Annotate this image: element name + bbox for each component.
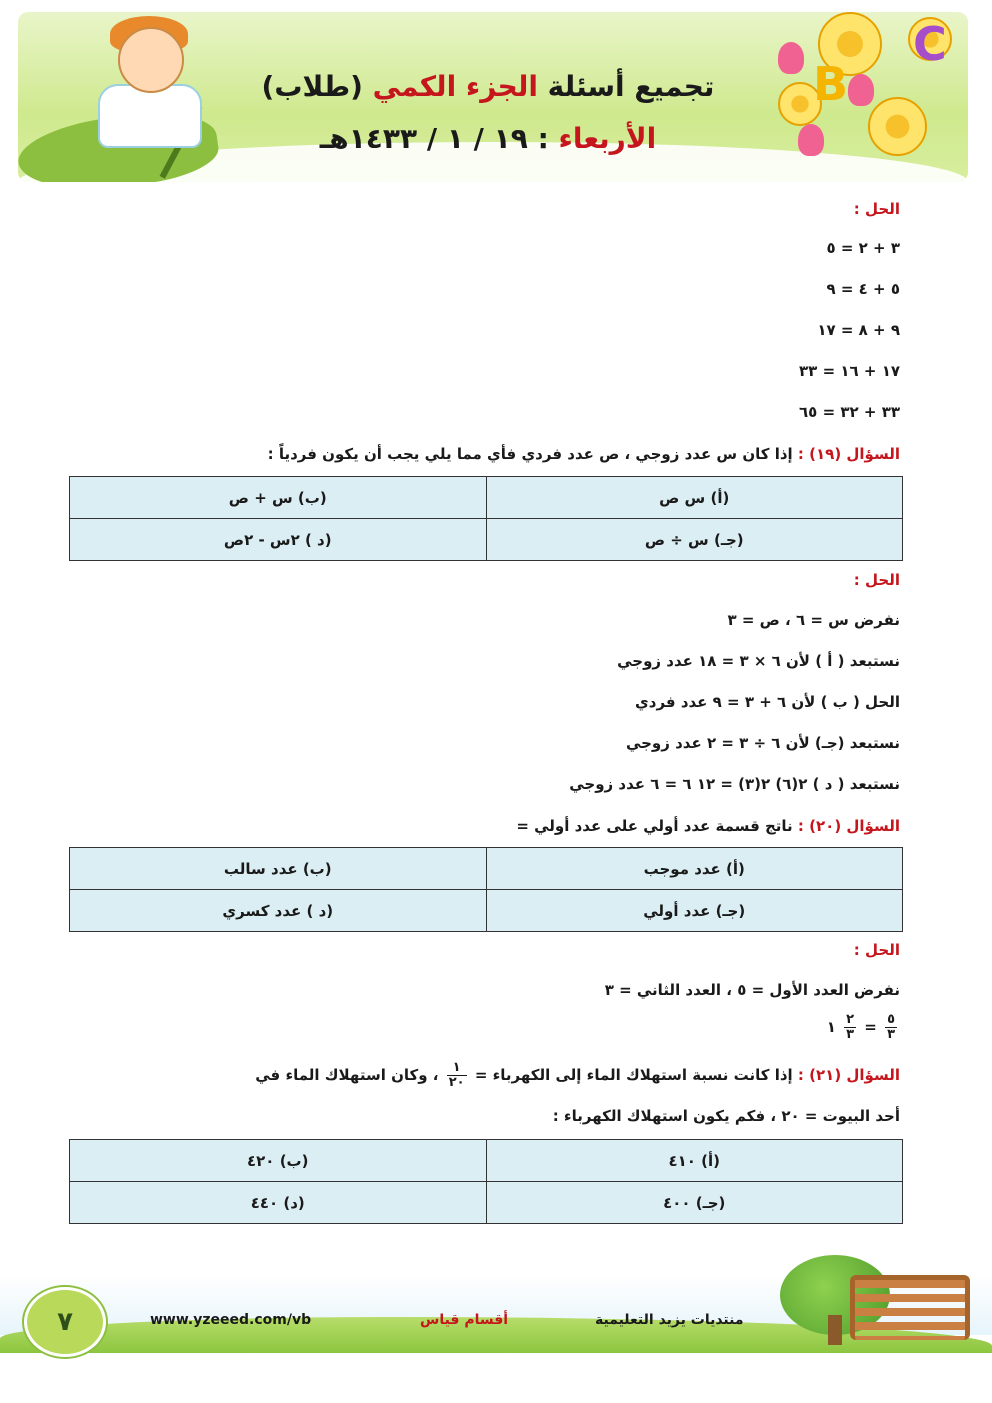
- solution-line: نفرض العدد الأول = ٥ ، العدد الثاني = ٣: [604, 981, 900, 999]
- solution-line: الحل ( ب ) لأن ٦ + ٣ = ٩ عدد فردي: [635, 693, 900, 711]
- solution-line: ١٧ + ١٦ = ٣٣: [799, 362, 900, 380]
- solution-line: ٣٣ + ٣٢ = ٦٥: [799, 403, 900, 421]
- bench-icon: [850, 1275, 970, 1340]
- tree-trunk-icon: [828, 1315, 842, 1345]
- solution-label: الحل :: [853, 941, 900, 959]
- solution-line: ٣ + ٢ = ٥: [826, 239, 900, 257]
- letter-c-icon: C: [913, 17, 947, 71]
- solution-line: ٥ + ٤ = ٩: [826, 280, 900, 298]
- q21-options-table: [69, 1139, 903, 1224]
- child-body-illustration: [98, 84, 202, 148]
- letter-b-icon: B: [813, 57, 849, 111]
- option-c[interactable]: (جـ) ٤٠٠: [486, 1182, 903, 1224]
- header-banner: [18, 12, 968, 182]
- fraction: $\frac{٢}{٣}$: [846, 1012, 855, 1042]
- question-21-line2: أحد البيوت = ٢٠ ، فكم يكون استهلاك الكهرباء :: [552, 1107, 900, 1125]
- fraction: $\frac{١}{٢٠}$: [448, 1060, 465, 1090]
- fraction-line: $\frac{٥}{٣}$ = $\frac{٢}{٣}$ ١: [826, 1012, 895, 1042]
- option-a[interactable]: (أ) س ص: [486, 477, 903, 519]
- solution-line: نستبعد ( أ ) لأن ٦ × ٣ = ١٨ عدد زوجي: [617, 652, 900, 670]
- tulip-icon: [848, 74, 874, 106]
- fraction: $\frac{٥}{٣}$: [887, 1012, 895, 1042]
- option-a[interactable]: (أ) ٤١٠: [486, 1140, 903, 1182]
- solution-label: الحل :: [853, 200, 900, 218]
- page-date: الأربعاء : ١٩ / ١ / ١٤٣٣هـ: [319, 122, 657, 155]
- option-b[interactable]: (ب) ٤٢٠: [70, 1140, 487, 1182]
- option-b[interactable]: (ب) س + ص: [70, 477, 487, 519]
- solution-line: نستبعد ( د ) ٢(٦) ٢(٣) = ١٢ ٦ = ٦ عدد زوجي: [569, 775, 900, 793]
- tulip-icon: [798, 124, 824, 156]
- question-21: السؤال (٢١) : إذا كانت نسبة استهلاك الماء إلى الكهرباء = $\frac{١}{٢٠}$ ، وكان استهلاك الماء في: [255, 1060, 900, 1090]
- question-20: السؤال (٢٠) : ناتج قسمة عدد أولي على عدد أولي =: [516, 817, 900, 835]
- tulip-icon: [778, 42, 804, 74]
- option-c[interactable]: (جـ) س ÷ ص: [486, 519, 903, 561]
- flower-icon: [868, 97, 927, 156]
- option-d[interactable]: (د ) ٢س - ٢ص: [70, 519, 487, 561]
- q19-options-table: [69, 476, 903, 561]
- solution-line: نستبعد (جـ) لأن ٦ ÷ ٣ = ٢ عدد زوجي: [625, 734, 900, 752]
- option-d[interactable]: (د ) عدد كسري: [70, 890, 487, 932]
- footer-section: أقسام قياس: [420, 1312, 509, 1328]
- page-title: تجميع أسئلة الجزء الكمي (طلاب): [261, 70, 715, 103]
- footer-url[interactable]: www.yzeeed.com/vb: [150, 1312, 312, 1328]
- solution-line: نفرض س = ٦ ، ص = ٣: [727, 611, 900, 629]
- option-d[interactable]: (د) ٤٤٠: [70, 1182, 487, 1224]
- page-number: ٧: [24, 1287, 106, 1357]
- solution-label: الحل :: [853, 571, 900, 589]
- option-a[interactable]: (أ) عدد موجب: [486, 848, 903, 890]
- solution-line: ٩ + ٨ = ١٧: [817, 321, 900, 339]
- footer-forum: منتديات يزيد التعليمية: [595, 1312, 744, 1328]
- q20-options-table: [69, 847, 903, 932]
- child-head-illustration: [118, 27, 184, 93]
- question-19: السؤال (١٩) : إذا كان س عدد زوجي ، ص عدد فردي فأي مما يلي يجب أن يكون فردياً :: [267, 445, 900, 463]
- footer: [0, 1255, 992, 1403]
- option-c[interactable]: (جـ) عدد أولي: [486, 890, 903, 932]
- option-b[interactable]: (ب) عدد سالب: [70, 848, 487, 890]
